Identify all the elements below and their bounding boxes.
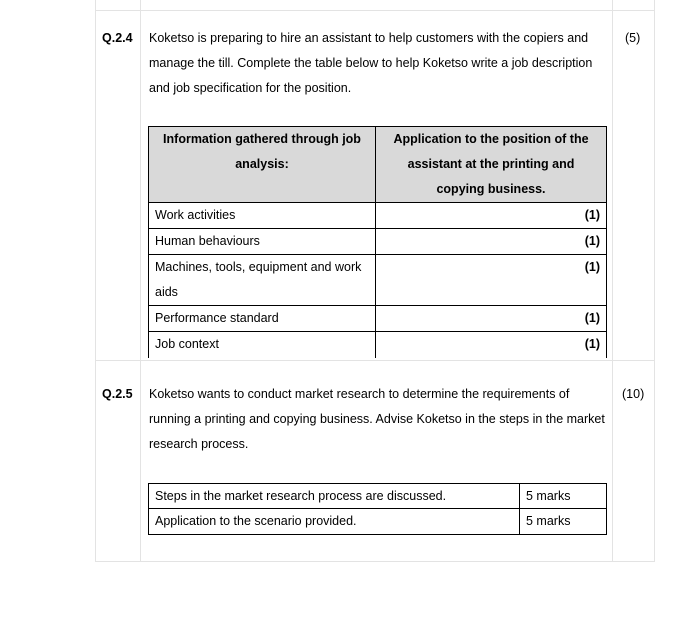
question-text-q25: Koketso wants to conduct market research to determine the requirements of running a printing and copying business. Advise Koketso in the steps in the market research process. xyxy=(149,387,605,451)
row-mark: (1) xyxy=(376,229,607,255)
rubric-criterion: Steps in the market research process are discussed. xyxy=(149,484,520,509)
table-row xyxy=(149,255,607,306)
rubric-criterion: Application to the scenario provided. xyxy=(149,509,520,535)
table-row xyxy=(149,203,607,229)
question-marks-q25: (10) xyxy=(622,387,645,401)
table-row xyxy=(149,306,607,332)
row-label: Job context xyxy=(149,332,376,358)
row-label: Machines, tools, equipment and work aids xyxy=(149,255,376,306)
question-text-q24: Koketso is preparing to hire an assistant to help customers with the copiers and manage the till. Complete the table below to help Koketso write a job description and job specification for the position. xyxy=(149,31,593,95)
question-number-q24: Q.2.4 xyxy=(102,31,133,45)
rubric-table xyxy=(148,483,607,535)
table-row xyxy=(149,484,607,509)
table-row xyxy=(149,229,607,255)
row-mark: (1) xyxy=(376,306,607,332)
table-row xyxy=(149,332,607,358)
rubric-marks: 5 marks xyxy=(520,509,607,535)
question-marks-q24: (5) xyxy=(625,31,641,45)
row-label: Human behaviours xyxy=(149,229,376,255)
row-mark: (1) xyxy=(376,203,607,229)
rubric-marks: 5 marks xyxy=(520,484,607,509)
table-row xyxy=(149,509,607,535)
row-mark: (1) xyxy=(376,255,607,306)
table-header-left: Information gathered through job analysis: xyxy=(149,127,376,203)
job-analysis-table xyxy=(148,126,607,358)
row-label: Work activities xyxy=(149,203,376,229)
question-number-q25: Q.2.5 xyxy=(102,387,133,401)
row-label: Performance standard xyxy=(149,306,376,332)
table-header-right: Application to the position of the assistant at the printing and copying business. xyxy=(376,127,607,203)
row-mark: (1) xyxy=(376,332,607,358)
